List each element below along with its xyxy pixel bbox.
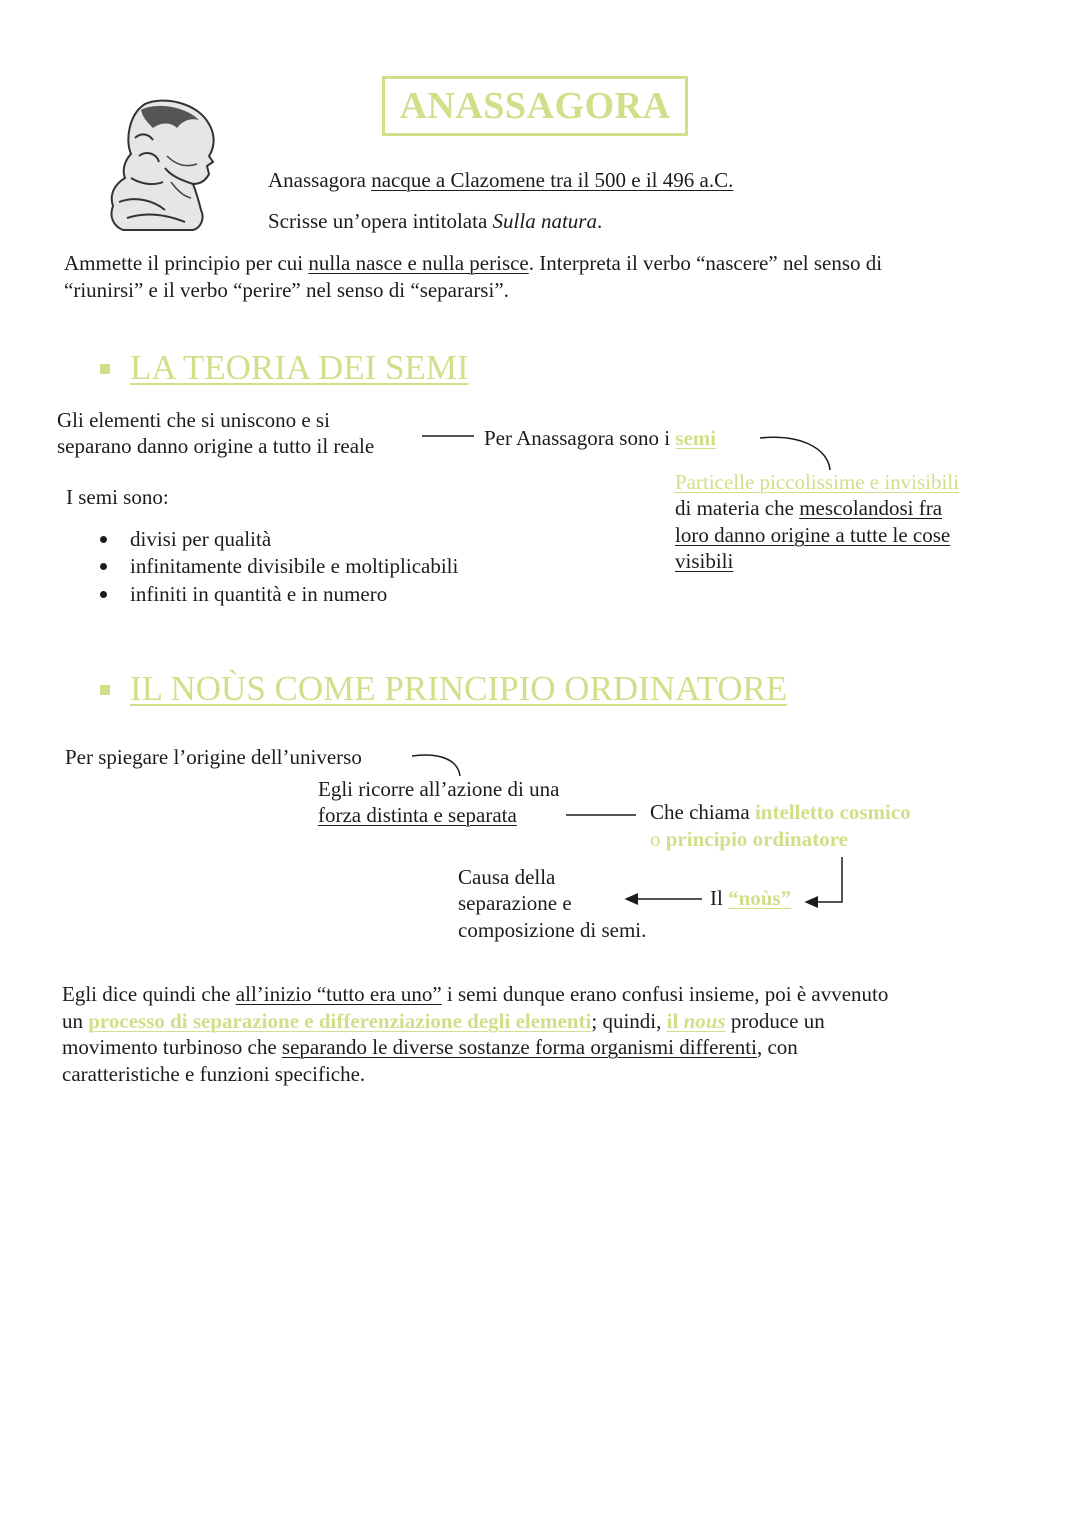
birth-prefix: Anassagora [268,168,372,192]
elements-line-1: Gli elementi che si uniscono e si [57,408,330,432]
elements-line-2: separano danno origine a tutto il reale [57,434,375,458]
conc-2c: ; quindi, [591,1009,667,1033]
conc-3a: movimento turbinoso che [62,1035,282,1059]
spiegare-line: Per spiegare l’origine dell’universo [65,745,362,769]
causa-line-1: Causa della [458,865,556,889]
work-title: Sulla natura [492,209,597,233]
section-heading-semi: LA TEORIA DEI SEMI [130,348,469,387]
semi-keyword: semi [675,426,717,450]
work-prefix: Scrisse un’opera intitolata [268,209,493,233]
nous-prefix: Il [710,886,729,910]
conc-3b: separando le diverse sostanze forma organismi differenti [281,1035,757,1059]
list-item: divisi per qualità [130,527,272,551]
conc-2a: un [62,1009,89,1033]
causa-line-2: separazione e [458,891,572,915]
chiama-prefix: Che chiama [650,800,755,824]
conc-2f: produce un [725,1009,825,1033]
principle-key: nulla nasce e nulla perisce [308,251,529,275]
semi-definition-1: Particelle piccolissime e invisibili [675,470,960,494]
semi-definition-4: visibili [675,549,734,573]
principle-suffix: . Interpreta il verbo “nascere” nel senso di [528,251,883,275]
list-item: infiniti in quantità e in numero [130,582,388,606]
connector-curve [412,755,460,776]
conc-1b: all’inizio “tutto era uno” [235,982,442,1006]
ricorre-line-2: forza distinta e separata [318,803,517,827]
section-heading-nous: IL NOÙS COME PRINCIPIO ORDINATORE [130,669,788,708]
intelletto-cosmico: intelletto cosmico [754,800,911,824]
work-suffix: . [596,209,603,233]
conc-1c: i semi dunque erano confusi insieme, poi è avvenuto [441,982,889,1006]
semi-prefix: Per Anassagora sono i [484,426,676,450]
ricorre-line-1: Egli ricorre all’azione di una [318,777,560,801]
def-prefix: di materia che [675,496,800,520]
principle-line-2: “riunirsi” e il verbo “perire” nel senso di “separarsi”. [64,278,509,302]
def-underlined: mescolandosi fra [799,496,943,520]
semi-list-heading: I semi sono: [66,485,169,509]
page-title: ANASSAGORA [382,76,688,136]
conc-2b: processo di separazione e differenziazione degli elementi [88,1009,592,1033]
birth-detail: nacque a Clazomene tra il 500 e il 496 a.C. [371,168,734,192]
nous-keyword: “noùs” [728,886,792,910]
connector-curve [760,437,830,470]
conclusion-line-4: caratteristiche e funzioni specifiche. [62,1062,366,1086]
causa-line-3: composizione di semi. [458,918,647,942]
semi-definition-3: loro danno origine a tutte le cose [675,523,951,547]
list-item: infinitamente divisibile e moltiplicabili [130,554,459,578]
conc-3c: , con [756,1035,798,1059]
principio-ordinatore: principio ordinatore [665,827,848,851]
conc-2e: nous [683,1009,726,1033]
principle-prefix: Ammette il principio per cui [64,251,309,275]
arrow-to-nous [806,857,842,902]
chiama-or: o [650,827,666,851]
conc-1a: Egli dice quindi che [62,982,236,1006]
conc-2d: il [666,1009,684,1033]
